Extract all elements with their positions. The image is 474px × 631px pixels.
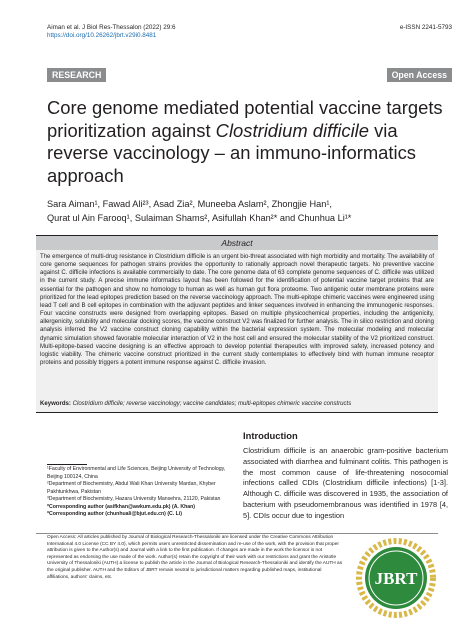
logo-text: JBRT — [374, 569, 418, 588]
corresponding-author: *Corresponding author (asifkhan@awkum.edu.pk) (A. Khan) — [47, 503, 196, 510]
corresponding-author: *Corresponding author (chunhuali@bjut.edu.cn) (C. Li) — [47, 511, 183, 517]
introduction-heading: Introduction — [243, 430, 298, 441]
citation: Aiman et al. J Biol Res-Thessalon (2022) 29:6 — [47, 24, 176, 31]
research-tag: RESEARCH — [47, 68, 106, 82]
footer-divider — [36, 533, 438, 534]
abstract-text: The emergence of multi-drug resistance in Clostridium difficile is an urgent bio-threat associated with high morbidity and mortality. The availability of core genome sequences for pathogen strains provides the opportunity to rationally approach novel therapeutic targets. No preventive vaccine against C. difficile infections is available commercially to date. The core genome data of 63 complete genome sequences of C. difficile was utilized in the current study. A precise immune informatics layout has been followed for the identification of potential vaccine target proteins that are essential for the pathogen and show no homology to human as well as human gut flora proteome. Two antigenic outer membrane proteins were prioritized for the lead epitopes prediction based on the reverse vaccinology approach. The multi-epitope chimeric vaccines were engineered using lead T cell and B cell epitopes in combination with the adjuvant peptides and linker sequences involved in enhancing the immunogenic responses. Four vaccine constructs were designed from overlapping epitopes. Based on multiple physicochemical properties, including the antigenicity, allergenicity, solubility and molecular docking scores, the vaccine construct V2 was finalized for further analysis. The in silico restriction and cloning analysis inferred the V2 vaccine construct cloning capability within the bacterial expression system. The molecular modeling and molecular dynamic simulation showed favorable molecular interaction of V2 in the host cell and ensured the molecular stability of the V2 prioritized construct. Multi-epitope-based vaccine designing is an effective approach to develop potential therapeutics with improved safety, increased potency and logistic viability. The chimeric vaccine construct prioritized in the current study contemplates to effectively bind with human immune receptor proteins and possibly triggers a potent immune response against C. difficile invasion. — [40, 254, 434, 367]
license-footer: Open Access: All articles published by Journal of Biological Research-Thessaloniki are licensed under the Creative Commons Attribution International 4.0 License (CC BY 4.0), which permits users unrestricted dissemination and re-use of the work, with the provision that proper attribution is given to the Author(s) and Journal with a link to the first publication. If changes are made in the work the licensor is not represented as endorsing the use made of the work. Author(s) retain the copyright of their work with our restrictions and grant the Aristotle University of Thessaloniki (AUTH) a license to publish the article in the Journal of Biological Research-Thessaloniki and identify the AUTH as the original publisher. AUTH and the Editors of JBRT remain neutral to jurisdictional matters regarding published maps, institutional affiliations, authors' claims, etc. — [47, 535, 343, 580]
keywords: Keywords: Clostridium difficile; reverse vaccinology; vaccine candidates; multi-epitopes chimeric vaccine constructs — [40, 401, 352, 407]
eissn: e-ISSN 2241-5793 — [399, 24, 452, 31]
doi-link[interactable]: https://doi.org/10.26262/jbrt.v29i0.8481 — [47, 32, 157, 39]
affiliations — [47, 466, 232, 519]
abstract-box — [36, 235, 438, 413]
affiliation-item: ³Department of Biochemistry, Hazara University Mansehra, 21120, Pakistan — [47, 496, 221, 502]
article-title: Core genome mediated potential vaccine targets prioritization against Clostridium difficile via reverse vaccinology – an immuno-informatics approach — [47, 97, 443, 186]
author-line: Sara Aiman¹, Fawad Ali²³, Asad Zia², Muneeba Aslam², Zhongjie Han¹, — [47, 199, 332, 209]
abstract-heading: Abstract — [36, 236, 438, 250]
running-header — [47, 24, 347, 40]
jbrt-logo-icon — [355, 537, 437, 619]
open-access-tag: Open Access — [387, 68, 452, 82]
affiliation-item: ¹Faculty of Environmental and Life Sciences, Beijing University of Technology, Beijing 100124, China — [47, 466, 226, 480]
affiliation-item: ²Department of Biochemistry, Abdul Wali Khan University Mardan, Khyber Pakhtunkhwa, Pakistan — [47, 481, 216, 495]
author-list — [47, 197, 447, 225]
affiliation-divider — [47, 464, 87, 465]
author-line: Qurat ul Ain Farooq¹, Sulaiman Shams², Asifullah Khan²* and Chunhua Li¹* — [47, 213, 352, 223]
introduction-text: Clostridium difficile is an anaerobic gram-positive bacterium associated with diarrhea and fulminant colitis. This pathogen is the most common cause of life-threatening nosocomial infections called CDIs (Clostridium difficile infections) [1-3]. Although C. difficile was discovered in 1935, the association of bacterium with pseudomembranous was identified in 1978 [4, 5]. CDIs occur due to ingestion — [243, 446, 448, 520]
jbrt-logo — [355, 537, 437, 619]
